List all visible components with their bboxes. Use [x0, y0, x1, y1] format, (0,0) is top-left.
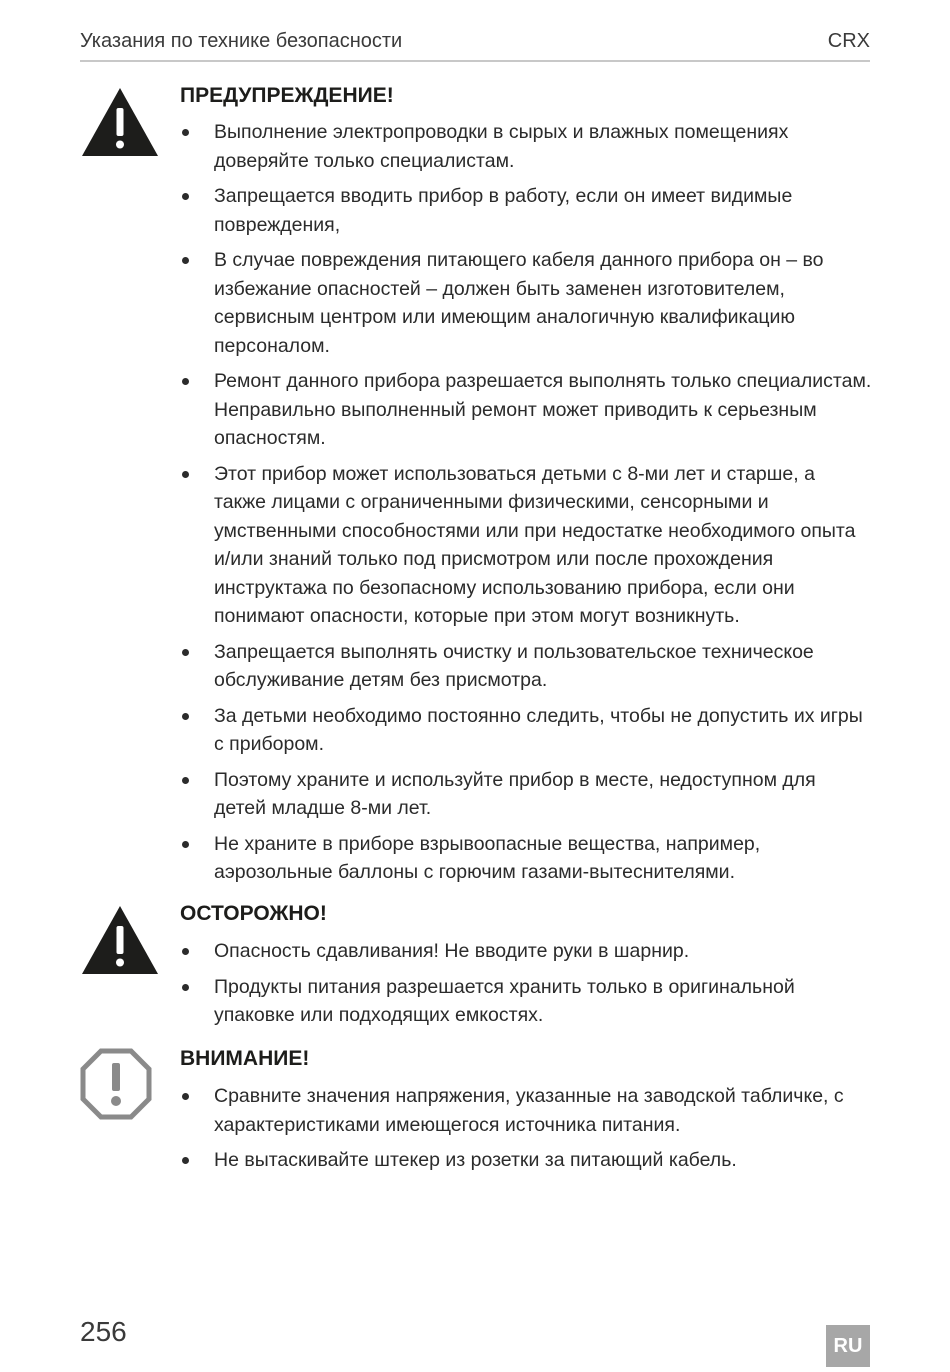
- list-item: За детьми необходимо постоянно следить, чтобы не допустить их игры с прибором.: [180, 702, 872, 759]
- warning-title: ПРЕДУПРЕЖДЕНИЕ!: [180, 84, 394, 107]
- list-item: В случае повреждения питающего кабеля данного прибора он – во избежание опасностей – должен быть заменен изготовителем, сервисным центром или имеющим аналогичную квалификацию персоналом.: [180, 246, 872, 360]
- list-item: Запрещается вводить прибор в работу, если он имеет видимые повреждения,: [180, 182, 872, 239]
- attention-list: [180, 1082, 872, 1182]
- list-item: Сравните значения напряжения, указанные на заводской табличке, с характеристиками имеющегося источника питания.: [180, 1082, 872, 1139]
- warning-triangle-icon: [80, 86, 160, 158]
- list-item: Ремонт данного прибора разрешается выполнять только специалистам. Неправильно выполненный ремонт может приводить к серьезным опасностям.: [180, 367, 872, 453]
- warning-triangle-icon: [80, 904, 160, 976]
- page-header: [80, 30, 870, 62]
- attention-octagon-icon: [80, 1048, 152, 1120]
- list-item: Запрещается выполнять очистку и пользовательское техническое обслуживание детям без присмотра.: [180, 638, 872, 695]
- list-item: Этот прибор может использоваться детьми с 8-ми лет и старше, а также лицами с ограниченными физическими, сенсорными и умственными способностями или при недостатке необходимого опыта и/или знаний только под присмотром или после прохождения инструктажа по безопасному использованию прибора, если они понимают опасности, которые при этом могут возникнуть.: [180, 460, 872, 631]
- list-item: Выполнение электропроводки в сырых и влажных помещениях доверяйте только специалистам.: [180, 118, 872, 175]
- header-section-title: Указания по технике безопасности: [80, 30, 403, 52]
- page-number: 256: [80, 1316, 127, 1347]
- list-item: Опасность сдавливания! Не вводите руки в шарнир.: [180, 937, 872, 966]
- language-badge: RU: [826, 1325, 870, 1367]
- list-item: Поэтому храните и используйте прибор в месте, недоступном для детей младше 8-ми лет.: [180, 766, 872, 823]
- list-item: Не храните в приборе взрывоопасные вещества, например, аэрозольные баллоны с горючим газами-вытеснителями.: [180, 830, 872, 887]
- list-item: Продукты питания разрешается хранить только в оригинальной упаковке или подходящих емкостях.: [180, 973, 872, 1030]
- attention-title: ВНИМАНИЕ!: [180, 1047, 310, 1070]
- caution-title: ОСТОРОЖНО!: [180, 902, 327, 925]
- caution-list: [180, 937, 872, 1037]
- list-item: Не вытаскивайте штекер из розетки за питающий кабель.: [180, 1146, 872, 1175]
- header-model: CRX: [827, 30, 870, 52]
- warning-list: [180, 118, 872, 894]
